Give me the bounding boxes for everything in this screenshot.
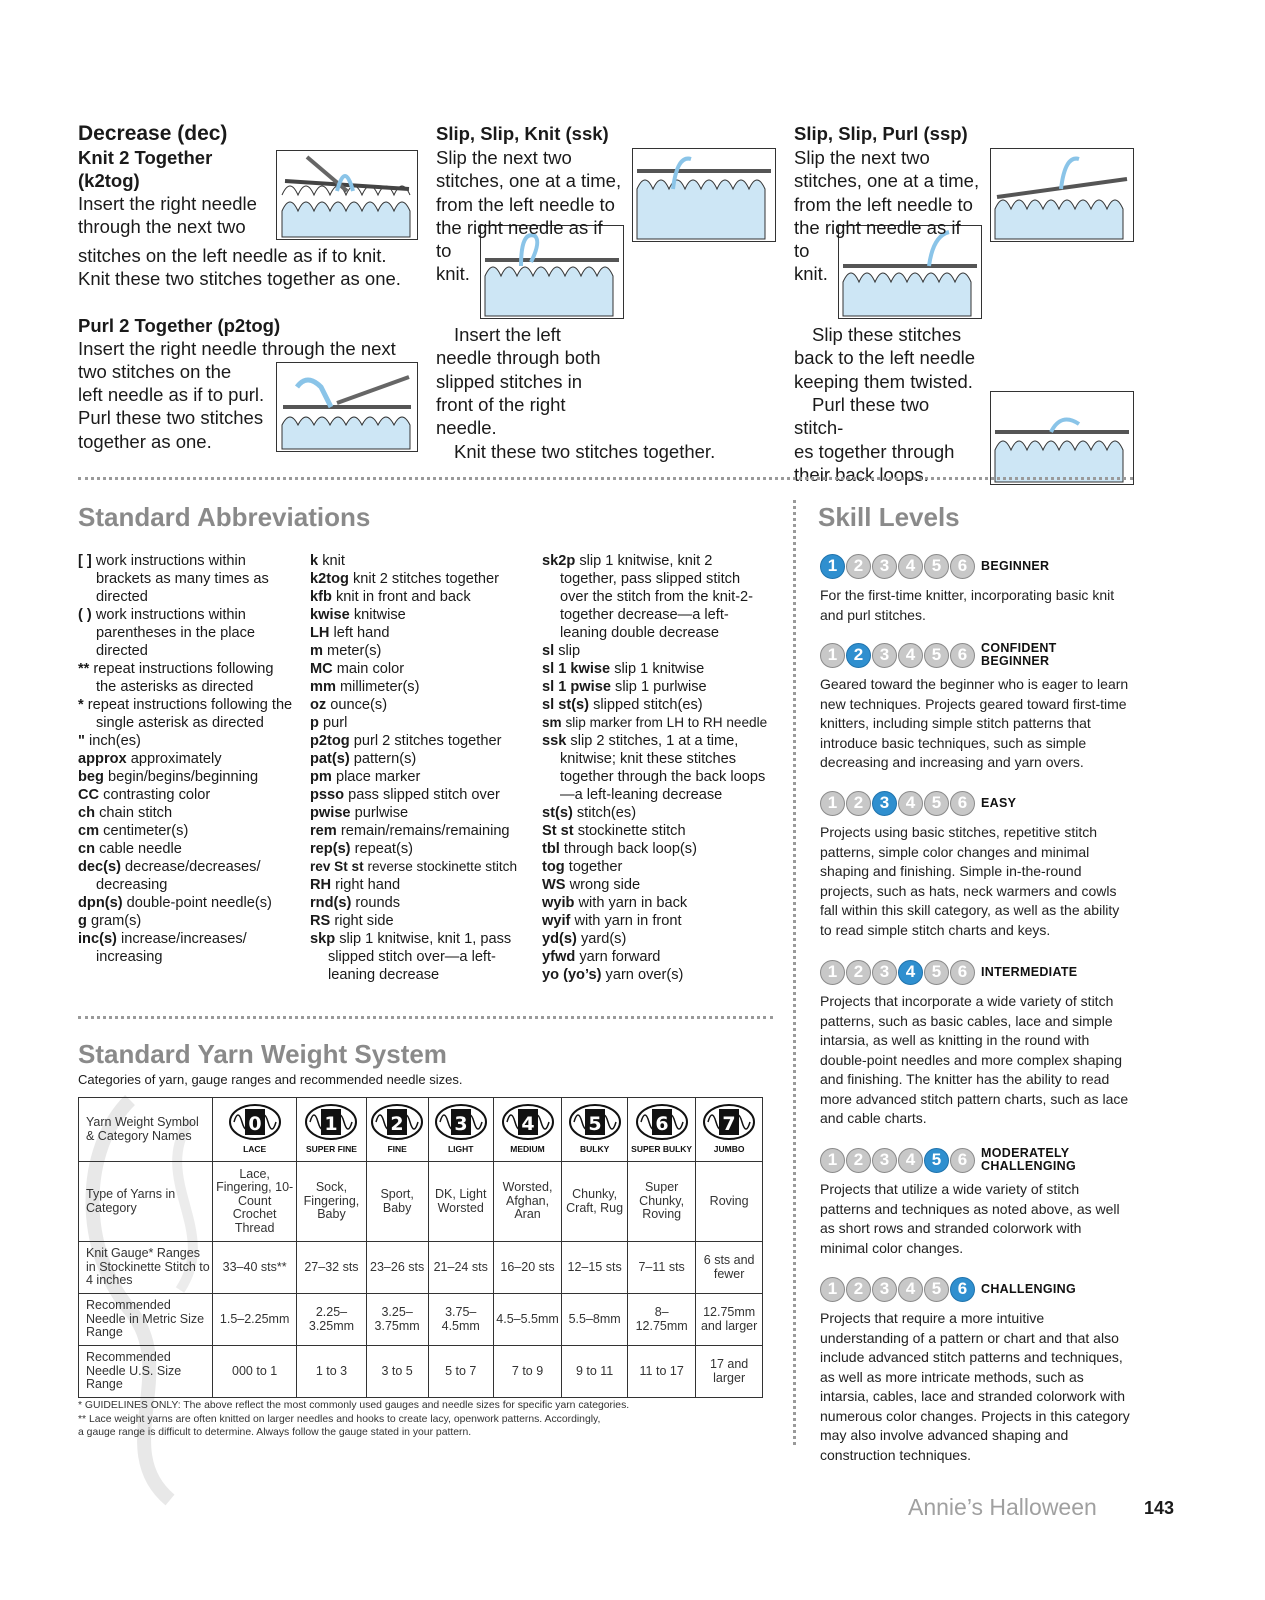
ssp-line: Purl these two stitch- xyxy=(794,394,930,439)
yarn-skein-icon xyxy=(501,1103,555,1141)
ssk-illustration-1 xyxy=(632,148,776,242)
ssp-column xyxy=(794,122,1134,489)
skill-level-1: 1 2 3 4 5 6 BEGINNER For the first-time knitter, incorporating basic knit and purl stitches. xyxy=(820,552,1132,625)
table-cell: Roving xyxy=(696,1162,763,1242)
abbr-entry: wyib with yarn in back xyxy=(542,895,688,911)
ssk-line: needle. xyxy=(436,417,497,439)
k2tog-title-1: Knit 2 Together xyxy=(78,147,213,168)
abbr-entry: cm centimeter(s) xyxy=(78,823,189,839)
abbr-entry: oz ounce(s) xyxy=(310,697,388,713)
ssp-line: keeping them twisted. xyxy=(794,370,973,392)
dec-title: Decrease (dec) xyxy=(78,122,228,145)
svg-text:6: 6 xyxy=(655,1112,669,1135)
yarn-skein-icon xyxy=(434,1103,488,1141)
abbr-entry: pm place marker xyxy=(310,769,421,785)
abbr-entry: beg begin/begins/beginning xyxy=(78,769,259,785)
abbr-entry: pat(s) pattern(s) xyxy=(310,751,417,767)
table-cell: 7–11 sts xyxy=(628,1242,696,1294)
abbr-entry: sl st(s) slipped stitch(es) xyxy=(542,697,703,713)
yarn-symbol-cell: 6 SUPER BULKY xyxy=(628,1098,696,1162)
yarn-symbol-cell: 1 SUPER FINE xyxy=(297,1098,366,1162)
skill-desc: Geared toward the beginner who is eager to learn new techniques. Projects geared toward first-time knitters, including simple stitch patterns that introduce basic techniques, such as simple decreasing and increasing and yarn overs. xyxy=(820,676,1129,770)
k2tog-line: Insert the right needle xyxy=(78,193,257,214)
table-cell: Sport, Baby xyxy=(366,1162,428,1242)
ssk-line: from the left needle to xyxy=(436,193,615,215)
svg-text:5: 5 xyxy=(587,1112,602,1135)
table-cell: 4.5–5.5mm xyxy=(493,1294,561,1346)
k2tog-line: stitches on the left needle as if to knit. xyxy=(78,245,387,266)
abbr-entry: ssk slip 2 stitches, 1 at a time, knitwise; knit these stitches together through the back loops—a left-leaning decrease xyxy=(542,733,766,803)
table-cell: 3.75–4.5mm xyxy=(428,1294,493,1346)
abbr-entry: pwise purlwise xyxy=(310,805,409,821)
note-line: * GUIDELINES ONLY: The above reflect the most commonly used gauges and needle sizes for specific yarn categories. xyxy=(78,1400,630,1411)
table-row xyxy=(79,1242,763,1294)
abbr-entry: tog together xyxy=(542,859,623,875)
abbr-entry: St st stockinette stitch xyxy=(542,823,686,839)
note-line: a gauge range is difficult to determine. Always follow the gauge stated in your pattern. xyxy=(78,1427,472,1438)
top-divider xyxy=(78,477,1133,480)
abbr-entry: g gram(s) xyxy=(78,913,142,929)
p2tog-line: two stitches on the xyxy=(78,360,232,382)
abbr-entry: tbl through back loop(s) xyxy=(542,841,697,857)
yarn-subtitle: Categories of yarn, gauge ranges and recommended needle sizes. xyxy=(78,1072,463,1087)
table-cell: 12–15 sts xyxy=(562,1242,628,1294)
table-cell: 5 to 7 xyxy=(428,1346,493,1398)
ssp-line: Slip these stitches xyxy=(812,324,962,346)
ssk-line: front of the right xyxy=(436,394,566,416)
p2tog-line: left needle as if to purl. xyxy=(78,384,265,406)
skill-desc: Projects using basic stitches, repetitive stitch patterns, simple color changes and minimal shaping and finishing. Simple in-the-round projects, such as hats, neck warmers and cowls fall within this skill category, as well as the ability to read simple stitch charts and keys. xyxy=(820,824,1120,938)
ssp-line: the right needle as if xyxy=(794,216,961,238)
ssp-line: stitches, one at a time, xyxy=(794,170,980,192)
k2tog-title-2: (k2tog) xyxy=(78,170,140,191)
abbr-entry: cn cable needle xyxy=(78,841,182,857)
table-row xyxy=(79,1098,763,1162)
table-cell: 12.75mm and larger xyxy=(696,1294,763,1346)
abbr-entry: sl slip xyxy=(542,643,581,659)
skill-rating-icon: 1 2 3 4 5 6 xyxy=(820,960,975,985)
abbr-entry: kfb knit in front and back xyxy=(310,589,471,605)
abbr-entry: rev St st reverse stockinette stitch xyxy=(310,859,518,874)
row-header: Recommended Needle in Metric Size Range xyxy=(79,1294,213,1346)
skill-rating-icon: 1 2 3 4 5 6 xyxy=(820,1148,975,1173)
abbr-entry: sl 1 kwise slip 1 knitwise xyxy=(542,661,705,677)
page-number: 143 xyxy=(1144,1498,1175,1518)
k2tog-line: Knit these two stitches together as one. xyxy=(78,268,401,290)
abbr-entry: ch chain stitch xyxy=(78,805,173,821)
abbr-entry: kwise knitwise xyxy=(310,607,406,623)
table-cell: 16–20 sts xyxy=(493,1242,561,1294)
abbr-entry: sk2p slip 1 knitwise, knit 2 together, pass slipped stitch over the stitch from the knit-2-together decrease—a left-leaning double decrease xyxy=(542,553,754,641)
abbreviations-col-3 xyxy=(542,552,768,984)
yarn-skein-icon xyxy=(568,1103,622,1141)
svg-text:2: 2 xyxy=(390,1112,404,1135)
abbr-entry: WS wrong side xyxy=(542,877,641,893)
table-cell: 17 and larger xyxy=(696,1346,763,1398)
abbr-entry: CC contrasting color xyxy=(78,787,211,803)
yarn-skein-icon xyxy=(370,1103,424,1141)
yarn-symbol-cell: 3 LIGHT xyxy=(428,1098,493,1162)
table-cell: 3 to 5 xyxy=(366,1346,428,1398)
abbr-entry: sl 1 pwise slip 1 purlwise xyxy=(542,679,707,695)
svg-text:7: 7 xyxy=(722,1112,736,1135)
ssk-line: to knit. xyxy=(436,240,470,285)
row-header: Knit Gauge* Ranges in Stockinette Stitch to 4 inches xyxy=(79,1242,213,1294)
abbr-entry: ** repeat instructions following the asterisks as directed xyxy=(78,661,274,695)
table-cell: 000 to 1 xyxy=(213,1346,297,1398)
abbr-entry: approx approximately xyxy=(78,751,222,767)
table-cell: 33–40 sts** xyxy=(213,1242,297,1294)
abbr-entry: rem remain/remains/remaining xyxy=(310,823,510,839)
skill-rating-icon: 1 2 3 4 5 6 xyxy=(820,791,975,816)
ssk-illustration-2 xyxy=(480,225,624,319)
skill-rating-icon: 1 2 3 4 5 6 xyxy=(820,1277,975,1302)
table-cell: 11 to 17 xyxy=(628,1346,696,1398)
yarn-notes xyxy=(78,1399,629,1440)
table-cell: 21–24 sts xyxy=(428,1242,493,1294)
table-row xyxy=(79,1162,763,1242)
abbr-entry: MC main color xyxy=(310,661,405,677)
svg-text:4: 4 xyxy=(520,1112,535,1135)
ssp-line: back to the left needle xyxy=(794,347,976,369)
note-line: ** Lace weight yarns are often knitted on larger needles and hooks to create lacy, openwork patterns. Accordingly, xyxy=(78,1413,601,1425)
skills-title: Skill Levels xyxy=(818,502,960,532)
abbr-entry: yfwd yarn forward xyxy=(542,949,661,965)
table-cell: 6 sts and fewer xyxy=(696,1242,763,1294)
table-cell: 3.25–3.75mm xyxy=(366,1294,428,1346)
abbr-entry: k knit xyxy=(310,553,345,569)
ssp-illustration-1 xyxy=(990,148,1134,242)
mid-divider xyxy=(78,1016,773,1019)
skill-rating-icon: 1 2 3 4 5 6 xyxy=(820,554,975,579)
p2tog-line: Purl these two stitches xyxy=(78,407,264,429)
table-row xyxy=(79,1346,763,1398)
abbr-entry: " inch(es) xyxy=(78,733,141,749)
abbr-entry: ( ) work instructions within parentheses in the place directed xyxy=(78,607,256,659)
abbr-entry: dpn(s) double-point needle(s) xyxy=(78,895,272,911)
abbr-entry: * repeat instructions following the single asterisk as directed xyxy=(78,697,293,731)
ssk-line: slipped stitches in xyxy=(436,370,583,392)
abbr-entry: st(s) stitch(es) xyxy=(542,805,637,821)
table-cell: 23–26 sts xyxy=(366,1242,428,1294)
table-row xyxy=(79,1294,763,1346)
table-cell: 1.5–2.25mm xyxy=(213,1294,297,1346)
ssp-line: to knit. xyxy=(794,240,828,285)
abbr-entry: p2tog purl 2 stitches together xyxy=(310,733,502,749)
skill-level-5: 1 2 3 4 5 6 MODERATELY CHALLENGING Projects that utilize a wide variety of stitch patterns and techniques as noted above, as well as short rows and stranded colorwork with minimal color changes. xyxy=(820,1146,1132,1258)
yarn-skein-icon xyxy=(702,1103,756,1141)
p2tog-line: Insert the right needle through the next xyxy=(78,337,396,359)
abbr-entry: sm slip marker from LH to RH needle xyxy=(542,715,768,730)
abbr-entry: [ ] work instructions within brackets as many times as directed xyxy=(78,553,269,605)
ssp-illustration-3 xyxy=(990,391,1134,485)
yarn-skein-icon xyxy=(304,1103,358,1141)
table-cell: Sock, Fingering, Baby xyxy=(297,1162,366,1242)
abbr-entry: yo (yo’s) yarn over(s) xyxy=(542,967,684,983)
yarn-skein-icon xyxy=(635,1103,689,1141)
abbr-entry: p purl xyxy=(310,715,348,731)
ssp-line: Slip the next two xyxy=(794,147,930,168)
ssp-line: their back loops. xyxy=(794,463,929,485)
table-cell: Chunky, Craft, Rug xyxy=(562,1162,628,1242)
abbreviations-title: Standard Abbreviations xyxy=(78,502,371,532)
ssk-line: needle through both xyxy=(436,347,601,369)
yarn-symbol-cell: 0 LACE xyxy=(213,1098,297,1162)
ssp-line: from the left needle to xyxy=(794,193,973,215)
abbr-entry: skp slip 1 knitwise, knit 1, pass slipped stitch over—a left-leaning decrease xyxy=(310,931,512,983)
table-cell: 8–12.75mm xyxy=(628,1294,696,1346)
yarn-title: Standard Yarn Weight System xyxy=(78,1039,447,1069)
svg-text:1: 1 xyxy=(324,1112,339,1135)
skill-level-2: 1 2 3 4 5 6 CONFIDENT BEGINNER Geared toward the beginner who is eager to learn new techniques. Projects geared toward first-time knitters, including simple stitch patterns that introduce basic techniques, such as simple decreasing and increasing and yarn overs. xyxy=(820,641,1132,773)
p2tog-line: together as one. xyxy=(78,430,212,452)
table-cell: 27–32 sts xyxy=(297,1242,366,1294)
footer-title: Annie’s Halloween xyxy=(908,1494,1097,1520)
abbr-entry: k2tog knit 2 stitches together xyxy=(310,571,500,587)
skill-desc: For the first-time knitter, incorporating basic knit and purl stitches. xyxy=(820,587,1115,623)
row-header: Yarn Weight Symbol & Category Names xyxy=(79,1098,213,1162)
ssp-illustration-2 xyxy=(838,225,982,319)
yarn-symbol-cell: 7 JUMBO xyxy=(696,1098,763,1162)
skill-level-3: 1 2 3 4 5 6 EASY Projects using basic stitches, repetitive stitch patterns, simple color changes and minimal shaping and finishing. Simple in-the-round projects, such as hats, neck warmers and cowls fall within this skill category, as well as the ability to read simple stitch charts and keys. xyxy=(820,789,1132,940)
yarn-symbol-cell: 5 BULKY xyxy=(562,1098,628,1162)
ssk-line: the right needle as if xyxy=(436,216,603,238)
abbreviations-col-2 xyxy=(310,552,528,984)
skill-desc: Projects that require a more intuitive understanding of a pattern or chart and that also include advanced stitch patterns and techniques, as well as more intricate methods, such as intarsia, cables, lace and stranded colorwork with numerous color changes. Projects in this category may also involve advanced shaping and construction techniques. xyxy=(820,1310,1130,1463)
skill-rating-icon: 1 2 3 4 5 6 xyxy=(820,643,975,668)
table-cell: Lace, Fingering, 10-Count Crochet Thread xyxy=(213,1162,297,1242)
table-cell: Super Chunky, Roving xyxy=(628,1162,696,1242)
k2tog-illustration xyxy=(276,150,418,240)
row-header: Type of Yarns in Category xyxy=(79,1162,213,1242)
table-cell: 5.5–8mm xyxy=(562,1294,628,1346)
skill-desc: Projects that utilize a wide variety of stitch patterns and techniques as noted above, as well as short rows and stranded colorwork with minimal color changes. xyxy=(820,1181,1120,1256)
table-cell: 9 to 11 xyxy=(562,1346,628,1398)
abbr-entry: wyif with yarn in front xyxy=(542,913,682,929)
table-cell: 7 to 9 xyxy=(493,1346,561,1398)
ssk-line: Knit these two stitches together. xyxy=(454,440,716,462)
abbr-entry: LH left hand xyxy=(310,625,390,641)
table-cell: DK, Light Worsted xyxy=(428,1162,493,1242)
ssk-line: stitches, one at a time, xyxy=(436,170,622,192)
ssp-line: es together through xyxy=(794,440,955,462)
skill-level-4: 1 2 3 4 5 6 INTERMEDIATE Projects that incorporate a wide variety of stitch patterns, such as basic cables, lace and simple intarsia, as well as knitting in the round with double-point needles and more complex shaping and finishing. The knitter has the ability to read more advanced stitch pattern charts, such as lace and cable charts. xyxy=(820,958,1132,1129)
skill-level-6: 1 2 3 4 5 6 CHALLENGING Projects that require a more intuitive understanding of a pattern or chart and that also include advanced stitch patterns and techniques, as well as more intricate methods, such as intarsia, cables, lace and stranded colorwork with numerous color changes. Projects in this category may also involve advanced shaping and construction techniques. xyxy=(820,1275,1132,1465)
yarn-skein-icon xyxy=(228,1103,282,1141)
svg-text:0: 0 xyxy=(248,1112,262,1135)
abbr-entry: psso pass slipped stitch over xyxy=(310,787,500,803)
ssk-line: Insert the left xyxy=(454,324,561,346)
yarn-symbol-cell: 4 MEDIUM xyxy=(493,1098,561,1162)
skill-desc: Projects that incorporate a wide variety of stitch patterns, such as basic cables, lace and simple intarsia, as well as knitting in the round with double-point needles and more complex shaping and finishing. The knitter has the ability to read more advanced stitch pattern charts, such as lace and cable charts. xyxy=(820,993,1129,1126)
ssk-line: Slip the next two xyxy=(436,147,572,168)
p2tog-illustration xyxy=(276,362,418,452)
k2tog-line: through the next two xyxy=(78,216,246,238)
abbr-entry: RS right side xyxy=(310,913,394,929)
table-cell: Worsted, Afghan, Aran xyxy=(493,1162,561,1242)
table-cell: 2.25–3.25mm xyxy=(297,1294,366,1346)
abbr-entry: dec(s) decrease/decreases/ decreasing xyxy=(78,859,261,893)
column-divider xyxy=(793,500,796,1445)
abbr-entry: inc(s) increase/increases/ increasing xyxy=(78,931,247,965)
row-header: Recommended Needle U.S. Size Range xyxy=(79,1346,213,1398)
ssk-title: Slip, Slip, Knit (ssk) xyxy=(436,123,609,144)
abbr-entry: yd(s) yard(s) xyxy=(542,931,627,947)
ssk-column xyxy=(436,122,776,463)
abbr-entry: rep(s) repeat(s) xyxy=(310,841,414,857)
table-cell: 1 to 3 xyxy=(297,1346,366,1398)
abbr-entry: m meter(s) xyxy=(310,643,382,659)
ssp-title: Slip, Slip, Purl (ssp) xyxy=(794,123,968,144)
p2tog-title: Purl 2 Together (p2tog) xyxy=(78,314,281,336)
svg-text:3: 3 xyxy=(454,1112,468,1135)
abbr-entry: rnd(s) rounds xyxy=(310,895,401,911)
dec-column xyxy=(78,122,418,456)
yarn-symbol-cell: 2 FINE xyxy=(366,1098,428,1162)
yarn-weight-table xyxy=(78,1097,763,1398)
abbr-entry: mm millimeter(s) xyxy=(310,679,420,695)
abbreviations-col-1 xyxy=(78,552,293,966)
abbr-entry: RH right hand xyxy=(310,877,401,893)
